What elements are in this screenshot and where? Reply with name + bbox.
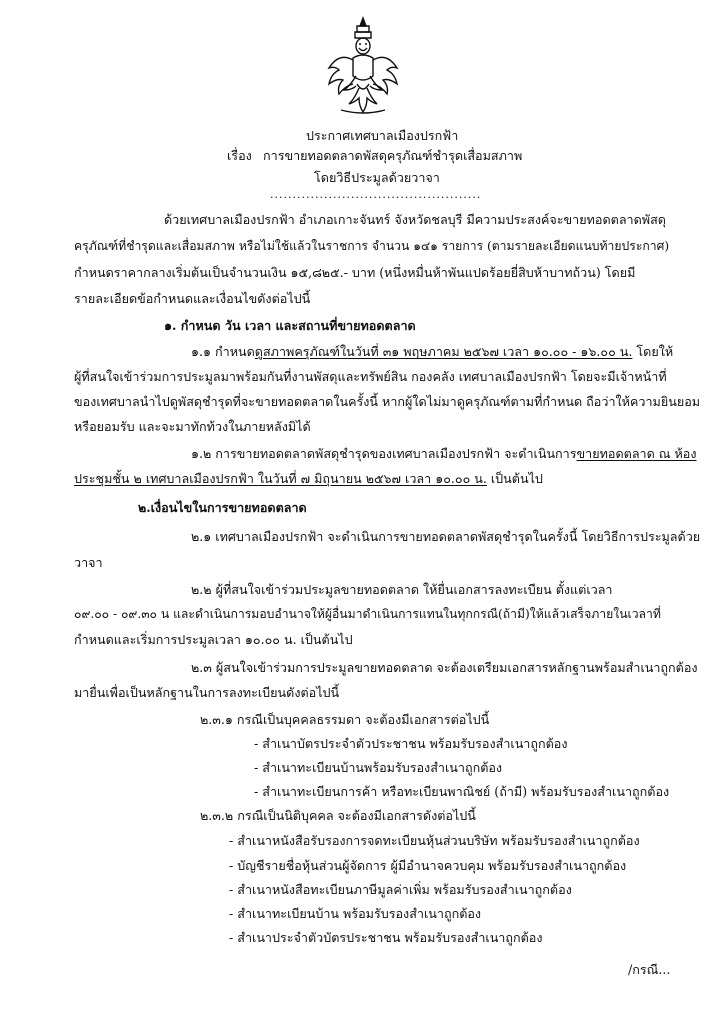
section-1-1-underlined: ดูสภาพครุภัณฑ์ในวันที่ ๓๑ พฤษภาคม ๒๕๖๗ เวลา ๑๐.๐๐ - ๑๖.๐๐ น. [254, 344, 633, 359]
section-1-1-suffix: โดยให้ [632, 344, 674, 359]
section-2-3-2-heading: ๒.๓.๒ กรณีเป็นนิติบุคคล จะต้องมีเอกสารดังต่อไปนี้ [200, 808, 476, 823]
header-separator: ............................................... [270, 188, 482, 201]
list-item: - สำเนาทะเบียนบ้าน พร้อมรับรองสำเนาถูกต้อง [229, 906, 482, 921]
section-2-3-line-1: ๒.๓ ผู้สนใจเข้าร่วมการประมูลขายทอดตลาด จะต้องเตรียมเอกสารหลักฐานพร้อมสำเนาถูกต้อง [191, 660, 698, 675]
section-2-3-1-heading: ๒.๓.๑ กรณีเป็นบุคคลธรรมดา จะต้องมีเอกสารต่อไปนี้ [200, 712, 490, 727]
subject-label: เรื่อง [227, 148, 252, 163]
intro-line-3: กำหนดราคากลางเริ่มต้นเป็นจำนวนเงิน ๑๕,๘๒๕.- บาท (หนึ่งหมื่นห้าพันแปดร้อยยี่สิบห้าบาทถ้วน) โดยมี [74, 265, 636, 280]
section-1-1-prefix: ๑.๑ กำหนด [191, 344, 255, 359]
section-1-1-line-3: ของเทศบาลนำไปดูพัสดุชำรุดที่จะขายทอดตลาดในครั้งนี้ หากผู้ใดไม่มาดูครุภัณฑ์ตามที่กำหนด ถือว่าให้ความยินยอม [74, 394, 701, 409]
section-2-2-line-2: ๐๙.๐๐ - ๐๙.๓๐ น และดำเนินการมอบอำนาจให้ผู้อื่นมาดำเนินการแทนในทุกกรณี(ถ้ามี)ให้แล้วเสร็จภายในเวลาที่ [74, 607, 661, 621]
section-1-1-line-1 [191, 342, 673, 362]
section-1-2-suffix: เป็นต้นไป [486, 471, 543, 486]
section-1-2-line-1 [191, 444, 697, 464]
intro-line-4: รายละเอียดข้อกำหนดและเงื่อนไขดังต่อไปนี้ [74, 291, 311, 306]
subject-text: การขายทอดตลาดพัสดุครุภัณฑ์ชำรุดเสื่อมสภาพ [263, 148, 523, 163]
list-item: - สำเนาบัตรประจำตัวประชาชน พร้อมรับรองสำเนาถูกต้อง [254, 736, 568, 751]
section-2-1-line-2: วาจา [74, 555, 103, 570]
section-2-2-line-1: ๒.๒ ผู้ที่สนใจเข้าร่วมประมูลขายทอดตลาด ให้ยื่นเอกสารลงทะเบียน ตั้งแต่เวลา [191, 582, 613, 597]
list-item: - สำเนาหนังสือรับรองการจดทะเบียนหุ้นส่วนบริษัท พร้อมรับรองสำเนาถูกต้อง [229, 833, 640, 848]
intro-line-2: ครุภัณฑ์ที่ชำรุดและเสื่อมสภาพ หรือไม่ใช้แล้วในราชการ จำนวน ๑๔๑ รายการ (ตามรายละเอียดแนบท้ายประกาศ) [74, 239, 670, 253]
section-1-2-prefix: ๑.๒ การขายทอดตลาดพัสดุชำรุดของเทศบาลเมืองปรกฟ้า จะดำเนินการ [191, 446, 577, 461]
list-item: - บัญชีรายชื่อหุ้นส่วนผู้จัดการ ผู้มีอำนาจควบคุม พร้อมรับรองสำเนาถูกต้อง [229, 858, 627, 873]
section-1-heading: ๑. กำหนด วัน เวลา และสถานที่ขายทอดตลาด [164, 318, 416, 333]
section-2-3-line-2: มายื่นเพื่อเป็นหลักฐานในการลงทะเบียนดังต่อไปนี้ [74, 685, 340, 700]
method-text: โดยวิธีประมูลด้วยวาจา [314, 170, 440, 185]
section-1-2-underlined-1: ขายทอดตลาด ณ ห้อง [576, 446, 697, 461]
section-1-1-line-4: หรือยอมรับ และจะมาทักท้วงในภายหลังมิได้ [74, 419, 311, 434]
section-1-1-line-2: ผู้ที่สนใจเข้าร่วมการประมูลมาพร้อมกันที่งานพัสดุและทรัพย์สิน กองคลัง เทศบาลเมืองปรกฟ้า โดยจะมีเจ้าหน้าที่ [74, 369, 667, 384]
section-2-heading: ๒.เงื่อนไขในการขายทอดตลาด [138, 500, 307, 515]
intro-line-1: ด้วยเทศบาลเมืองปรกฟ้า อำเภอเกาะจันทร์ จังหวัดชลบุรี มีความประสงค์จะขายทอดตลาดพัสดุ [164, 212, 666, 227]
list-item: - สำเนาทะเบียนการค้า หรือทะเบียนพาณิชย์ (ถ้ามี) พร้อมรับรองสำเนาถูกต้อง [254, 784, 670, 799]
section-2-1-line-1: ๒.๑ เทศบาลเมืองปรกฟ้า จะดำเนินการขายทอดตลาดพัสดุชำรุดในครั้งนี้ โดยวิธีการประมูลด้วย [191, 529, 701, 544]
section-2-2-line-3: กำหนดและเริ่มการประมูลเวลา ๑๐.๐๐ น. เป็นต้นไป [74, 632, 353, 647]
garuda-emblem-icon [323, 14, 403, 122]
list-item: - สำเนาหนังสือทะเบียนภาษีมูลค่าเพิ่ม พร้อมรับรองสำเนาถูกต้อง [229, 882, 572, 897]
list-item: - สำเนาทะเบียนบ้านพร้อมรับรองสำเนาถูกต้อง [254, 760, 503, 775]
section-1-2-line-2 [74, 469, 543, 489]
section-1-2-underlined-2: ประชุมชั้น ๒ เทศบาลเมืองปรกฟ้า ในวันที่ ๗ มิถุนายน ๒๕๖๗ เวลา ๑๐.๐๐ น. [74, 471, 487, 486]
continuation-marker: /กรณี... [628, 962, 671, 977]
document-title: ประกาศเทศบาลเมืองปรกฟ้า [306, 128, 459, 143]
list-item: - สำเนาประจำตัวบัตรประชาชน พร้อมรับรองสำเนาถูกต้อง [229, 930, 543, 945]
